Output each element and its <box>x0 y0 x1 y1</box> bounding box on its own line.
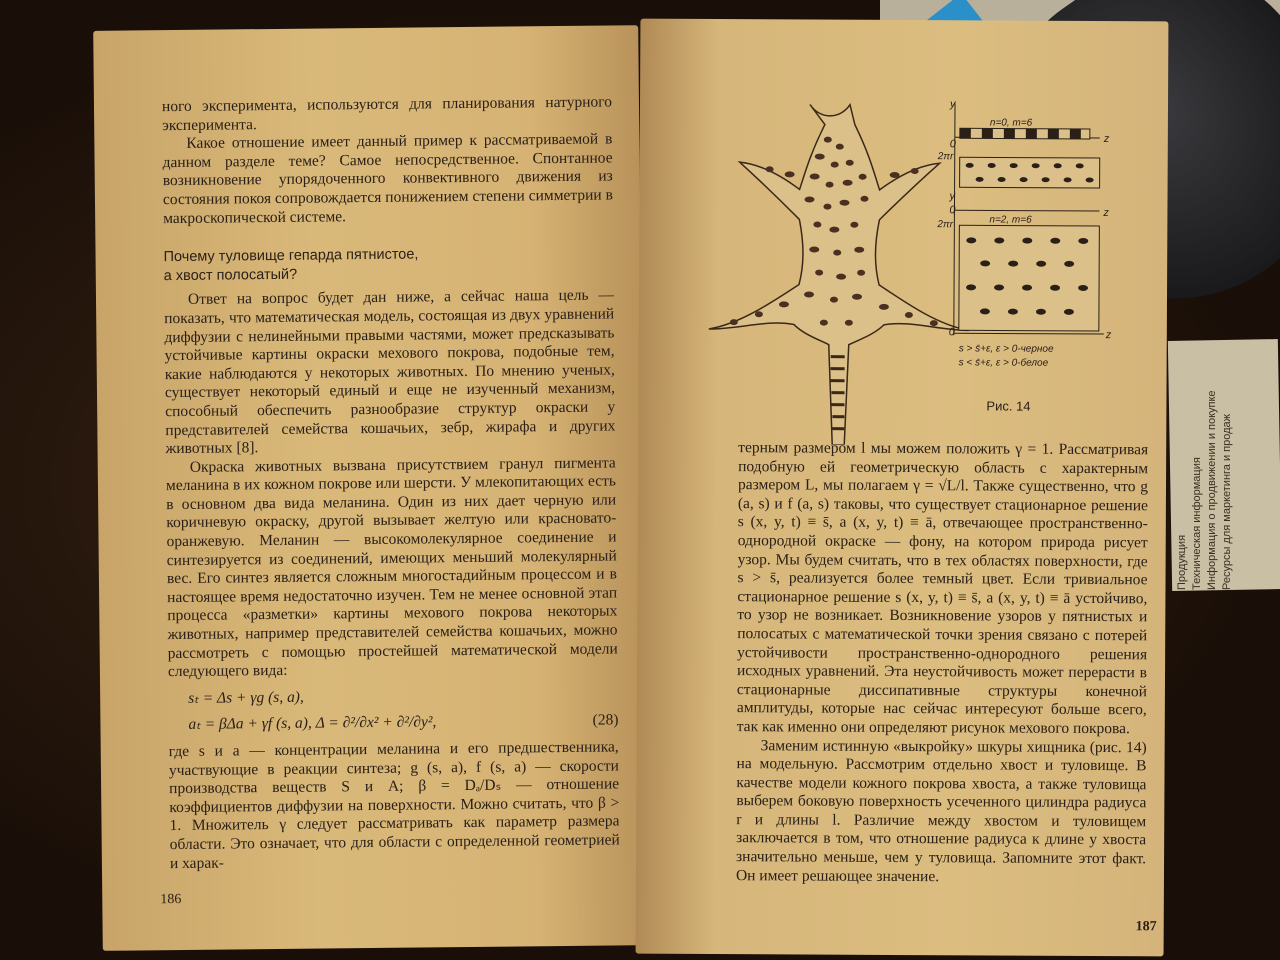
formula-line: sₜ = Δs + γg (s, a), <box>188 688 304 707</box>
paragraph: терным размером l мы можем положить γ = 1. Рассматривая подобную ей геометрическую область с характерным размером L, мы полагаем γ = √L/l. Также существенно, что g (a, s) и f (a, s) таковы, что существует стационарное решение s (x, y, t) ≡ s̄, a (x, y, t) ≡ ā, отвечающее пространственно-однородной окраске — фону, на котором природа рисует узор. Мы будем считать, что в тех областях поверхности, где s > s̄, реализуется более темный цвет. Если тривиальное стационарное решение s (x, y, t) ≡ s̄, a (x, y, t) ≡ ā устойчиво, то узор не возникает. Возникновение узоров у пятнистых и полосатых с математической точки зрения связано с потерей устойчивости пространственно-однородного решения исходных уравнений. Эта неустойчивость может перерасти в стационарные диссипативные структуры конечной амплитуды, которые нас сейчас интересуют больше всего, так как именно они определяют рисунок мехового покрова. <box>736 439 1149 738</box>
formula-line <box>188 712 618 735</box>
paragraph: ного эксперимента, используются для планирования натурного эксперимента. <box>161 93 613 134</box>
axis-label: y <box>949 190 956 203</box>
paragraph: Ответ на вопрос будет дан ниже, а сейчас наша цель — показать, что математическая модель, состоящая из двух уравнений диффузии с нелинейными правыми частями, может предсказывать устойчивые картины окраски мехового покрова, подобные тем, какие наблюдаются у некоторых животных. По мнению ученых, существует некоторый единый и еще не изученный механизм, способный обеспечить разнообразие структур окраски у представителей семейства кошачьих, зебр, жирафа и других животных [8]. <box>164 286 616 458</box>
section-heading <box>163 244 613 286</box>
paragraph: Какое отношение имеет данный пример к рассматриваемой в данном разделе теме? Самое непосредственное. Спонтанное возникновение упорядоченного конвективного движения из состояния покоя сопровождается понижением степени симметрии в макроскопической системе. <box>162 130 614 227</box>
side-card-line: Информация о продвижении и покупке <box>1206 390 1218 590</box>
right-page-text <box>736 439 1148 887</box>
heading-line: Почему туловище гепарда пятнистое, <box>163 246 419 266</box>
axis-label: 0 <box>948 326 955 339</box>
side-card-line: Продукция <box>1176 534 1188 590</box>
side-card-text <box>1175 340 1265 590</box>
paragraph: Окраска животных вызвана присутствием гранул пигмента меланина в их кожном покрове или шерсти. У млекопитающих есть в основном два вида меланина. Один из них дает черную или коричневую окраску, другой вызывает желтую или красновато-оранжевую. Меланин — высокомолекулярное соединение и синтезируется из соединений, имеющих меньший молекулярный вес. Его синтез является сложным многостадийным процессом и в настоящее время недостаточно изучен. Тем не менее основной этап процесса «разметки» картины мехового покрова некоторых животных, например представителей семейства кошачьих, можно рассмотреть с помощью простейшей математической модели следующего вида: <box>165 454 618 681</box>
legend-line: s < s̄+ε, ε > 0-белое <box>958 357 1049 369</box>
side-card-line: Ресурсы для маркетинга и продаж <box>1221 413 1233 590</box>
page-number: 187 <box>1135 919 1157 935</box>
left-page-text <box>162 93 620 873</box>
axis-label: 2πr <box>937 151 954 163</box>
axis-label: 2πr <box>937 219 953 231</box>
axis-label: z <box>1105 329 1112 342</box>
cheetah-pelt-illustration <box>708 104 970 445</box>
cylinder-pattern-diagram <box>936 98 1113 369</box>
side-card-line: Техническая информация <box>1191 457 1203 590</box>
paragraph: Заменим истинную «выкройку» шкуры хищника (рис. 14) на модельную. Рассмотрим отдельно хвост и туловище. В качестве модели кожного покрова хвоста, а также туловища выберем боковую поверхность усеченного цилиндра радиуса r и длины l. Различие между хвостом и туловищем заключается в том, что отношение радиуса к длине у хвоста значительно меньше, чем у туловища. Запомните этот факт. Он имеет решающее значение. <box>735 736 1147 885</box>
formula-text: aₜ = βΔa + γf (s, a), Δ = ∂²/∂x² + ∂²/∂y², <box>188 713 437 734</box>
axis-label: 0 <box>949 138 956 151</box>
figure-caption: Рис. 14 <box>986 398 1031 414</box>
axis-label: 0 <box>949 204 956 217</box>
heading-line: а хвост полосатый? <box>163 266 298 284</box>
figure-14 <box>668 94 1160 447</box>
right-page <box>636 19 1169 957</box>
axis-label: z <box>1103 207 1109 220</box>
page-number: 186 <box>160 892 182 908</box>
pattern-label: n=0, m=6 <box>989 117 1033 129</box>
legend-line: s > s̄+ε, ε > 0-черное <box>958 343 1054 355</box>
pattern-label: n=2, m=6 <box>989 214 1032 226</box>
equation-number: (28) <box>592 711 619 730</box>
open-book <box>98 20 1168 955</box>
paragraph: где s и a — концентрации меланина и его предшественника, участвующие в реакции синтеза; g (s, a), f (s, a) — скорости производства веществ S и A; β = Dₐ/Dₛ — отношение коэффициентов диффузии на поверхности. Можно считать, что β > 1. Множитель γ следует рассматривать как параметр размера области. Это означает, что для области с определенной геометрией и харак- <box>168 738 620 872</box>
axis-label: z <box>1103 133 1110 146</box>
left-page <box>93 25 648 951</box>
axis-label: y <box>949 98 956 111</box>
